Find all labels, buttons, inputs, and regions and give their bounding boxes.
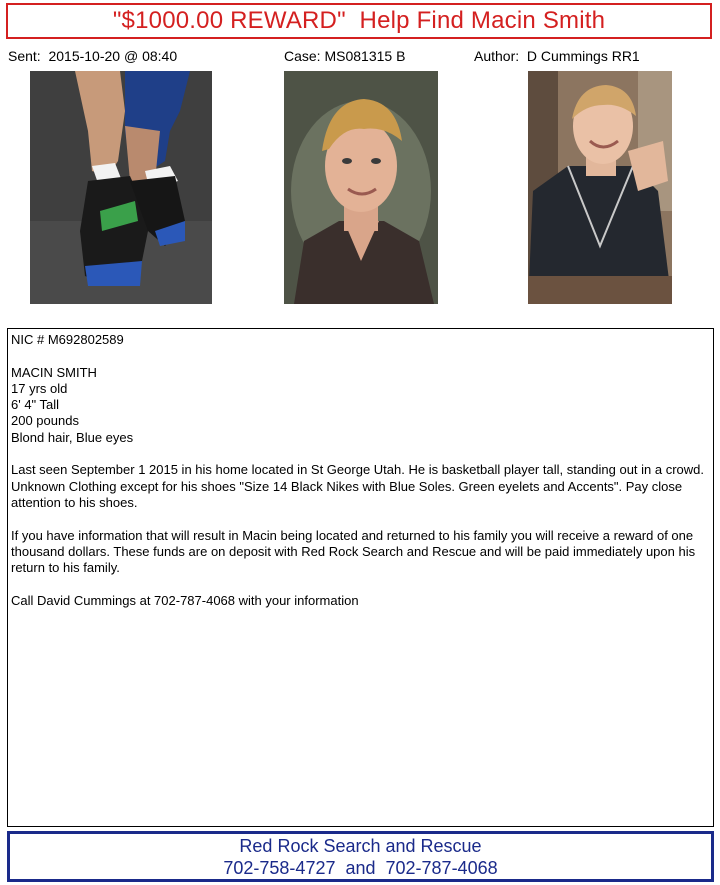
reward-title-banner: [6, 3, 712, 39]
sent-date: Sent: 2015-10-20 @ 08:40: [8, 48, 178, 64]
person-hair-eyes: Blond hair, Blue eyes: [11, 429, 134, 445]
reward-title: "$1000.00 REWARD" Help Find Macin Smith: [112, 7, 606, 34]
last-seen-paragraph: Last seen September 1 2015 in his home located in St George Utah. He is basketball player tall, standing out in a crowd. Unknown Clothing except for his shoes "Size 14 Black Nikes with Blue Soles. Green eyelets and Accents". Pay close attention to his shoes.: [11, 462, 708, 510]
footer-banner: [7, 831, 714, 882]
author: Author: D Cummings RR1: [474, 48, 640, 64]
photo-smiling: [528, 71, 672, 304]
photo-shoes: [30, 71, 212, 304]
person-height: 6' 4" Tall: [11, 397, 60, 413]
contact-phones: 702-758-4727 and 702-787-4068: [223, 857, 498, 878]
reward-paragraph: If you have information that will result in Macin being located and returned to his family you will receive a reward of one thousand dollars. These funds are on deposit with Red Rock Search and Rescue and will be paid immediately upon his return to his family.: [11, 527, 699, 576]
organization-name: Red Rock Search and Rescue: [239, 835, 482, 856]
nic-number: NIC # M692802589: [11, 332, 124, 347]
person-age: 17 yrs old: [11, 380, 68, 396]
person-name: MACIN SMITH: [11, 364, 97, 380]
contact-line: Call David Cummings at 702-787-4068 with your information: [11, 592, 359, 608]
details-panel: [7, 328, 714, 827]
person-weight: 200 pounds: [11, 413, 79, 429]
photo-portrait: [284, 71, 438, 304]
case-number: Case: MS081315 B: [284, 48, 406, 64]
